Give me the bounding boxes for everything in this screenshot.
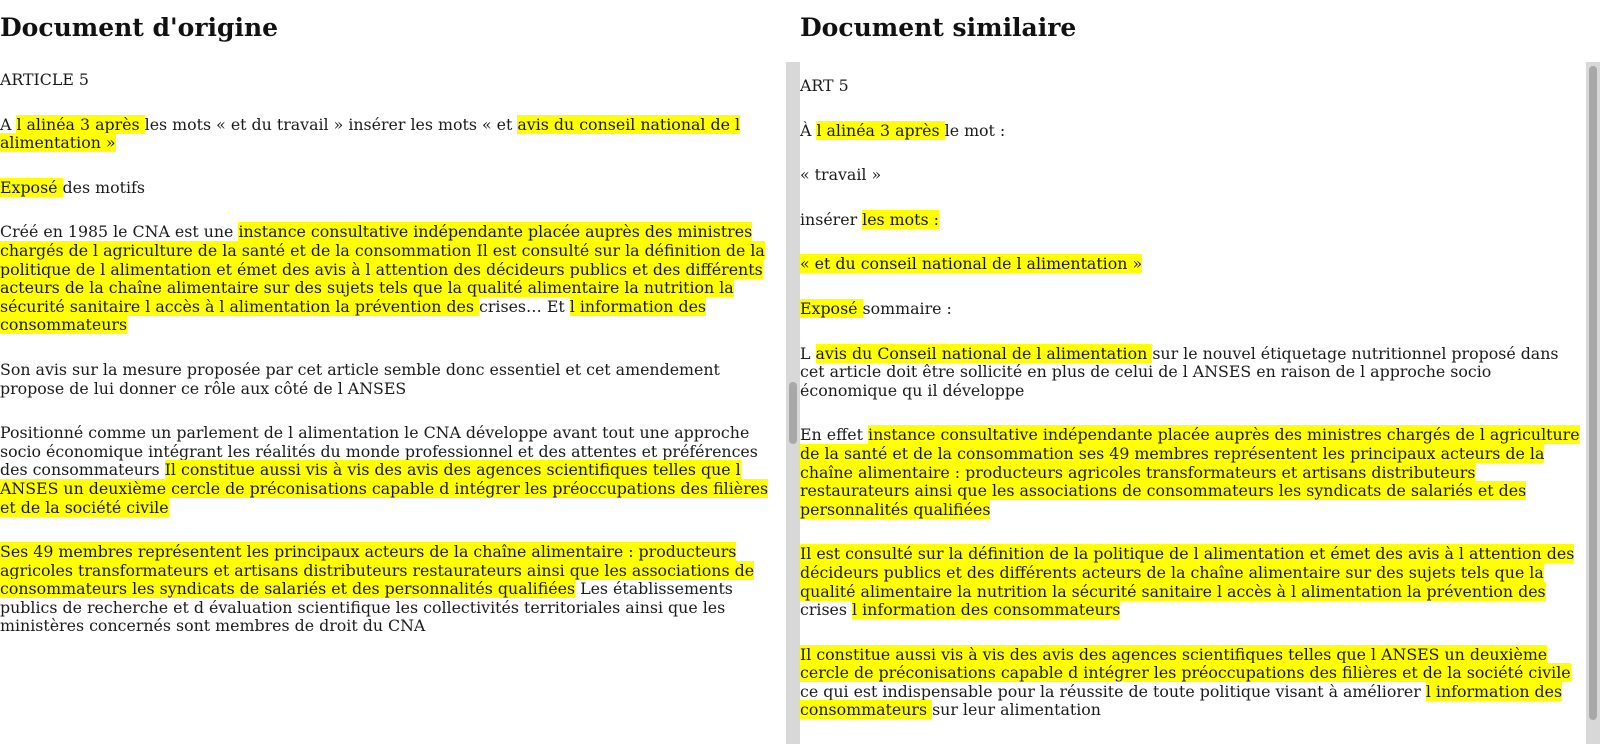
highlighted-text-segment: Exposé xyxy=(800,298,863,318)
paragraph xyxy=(800,345,1584,401)
text-segment: ce qui est indispensable pour la réussite de toute politique visant à améliorer xyxy=(800,681,1426,701)
highlighted-text-segment: instance consultative indépendante placée auprès des ministres chargés de l agriculture de la santé et de la consommation Il est consulté sur la définition de la politique de l alimentation et émet des avis à l attention des décideurs publics et des différents acteurs de la chaîne alimentaire sur des sujets tels que la qualité alimentaire la nutrition la sécurité sanitaire l accès à l alimentation la prévention des xyxy=(0,222,765,316)
text-segment: A xyxy=(0,114,17,134)
text-segment: sommaire : xyxy=(862,298,952,318)
highlighted-text-segment: l information des consommateurs xyxy=(0,296,707,335)
text-segment: les mots « et du travail » insérer les mots « et xyxy=(144,114,518,134)
text-segment: L xyxy=(800,343,816,363)
highlighted-text-segment: l alinéa 3 après xyxy=(16,114,145,134)
original-document-scroll-area[interactable] xyxy=(0,62,786,744)
paragraph xyxy=(0,116,786,153)
paragraph xyxy=(0,179,786,198)
similar-document-scrollbar[interactable] xyxy=(1586,62,1600,744)
text-segment: insérer xyxy=(800,209,863,229)
paragraph xyxy=(0,543,786,636)
highlighted-text-segment: Il constitue aussi vis à vis des avis des agences scientifiques telles que l ANSES un deuxième cercle de préconisations capable d intégrer les préoccupations des filières et de la société civile xyxy=(0,460,769,517)
highlighted-text-segment: avis du Conseil national de l alimentation xyxy=(815,343,1153,363)
text-segment: ARTICLE 5 xyxy=(0,70,89,89)
similar-document-scrollbar-thumb[interactable] xyxy=(1589,66,1597,720)
text-segment: crises… Et xyxy=(479,296,570,316)
text-segment: sur leur alimentation xyxy=(932,700,1101,720)
text-segment: « travail » xyxy=(800,165,882,185)
paragraph xyxy=(0,361,786,398)
highlighted-text-segment: Il constitue aussi vis à vis des avis des agences scientifiques telles que l ANSES un deuxième cercle de préconisations capable d intégrer les préoccupations des filières et de la société civile xyxy=(800,644,1571,683)
similar-document-content xyxy=(800,62,1584,720)
text-segment: sur le nouvel étiquetage nutritionnel proposé dans cet article doit être sollicité en plus de celui de l ANSES en raison de l approche socio économique qu il développe xyxy=(800,343,1559,400)
paragraph xyxy=(0,424,786,517)
text-segment: le mot : xyxy=(944,120,1006,140)
text-segment: des motifs xyxy=(62,177,145,197)
paragraph xyxy=(0,223,786,335)
paragraph xyxy=(800,211,1584,230)
text-segment: Son avis sur la mesure proposée par cet article semble donc essentiel et cet amendement propose de lui donner ce rôle aux côté de l ANSES xyxy=(0,359,720,398)
paragraph xyxy=(800,77,1584,96)
text-segment: Positionné comme un parlement de l alimentation le CNA développe avant tout une approche socio économique intégrant les réalités du monde professionnel et des attentes et préférences des consommateurs xyxy=(0,423,758,480)
original-document-title: Document d'origine xyxy=(0,13,279,42)
highlighted-text-segment: avis du conseil national de l alimentation » xyxy=(0,114,741,153)
paragraph xyxy=(800,300,1584,319)
text-segment: Les établissements publics de recherche et d évaluation scientifique les collectivités territoriales ainsi que les ministères concernés sont membres de droit du CNA xyxy=(0,579,733,636)
highlighted-text-segment: l alinéa 3 après xyxy=(816,120,945,140)
text-segment: En effet xyxy=(800,425,869,445)
highlighted-text-segment: « et du conseil national de l alimentation » xyxy=(800,254,1143,274)
text-segment: crises xyxy=(800,600,853,620)
highlighted-text-segment: les mots : xyxy=(862,209,939,229)
original-document-scrollbar-thumb[interactable] xyxy=(789,382,797,444)
text-segment: À xyxy=(800,120,817,140)
similar-document-panel xyxy=(800,0,1600,744)
paragraph xyxy=(800,122,1584,141)
highlighted-text-segment: l information des consommateurs xyxy=(852,600,1121,620)
original-document-panel xyxy=(0,0,786,744)
original-document-scrollbar[interactable] xyxy=(786,62,800,744)
paragraph xyxy=(800,545,1584,619)
paragraph xyxy=(800,166,1584,185)
similar-document-scroll-area[interactable] xyxy=(800,62,1584,744)
paragraph xyxy=(800,646,1584,720)
text-segment: ART 5 xyxy=(800,76,849,95)
highlighted-text-segment: Il est consulté sur la définition de la politique de l alimentation et émet des avis à l attention des décideurs publics et des différents acteurs de la chaîne alimentaire sur des sujets tels que la qualité alimentaire la nutrition la sécurité sanitaire l accès à l alimentation la prévention des xyxy=(800,544,1575,601)
highlighted-text-segment: Ses 49 membres représentent les principaux acteurs de la chaîne alimentaire : producteurs agricoles transformateurs et artisans distributeurs restaurateurs ainsi que les associations de consommateurs les syndicats de salariés et des personnalités qualifiées xyxy=(0,542,755,599)
paragraph xyxy=(0,71,786,90)
paragraph xyxy=(800,255,1584,274)
similar-document-title: Document similaire xyxy=(800,13,1077,42)
highlighted-text-segment: Exposé xyxy=(0,177,63,197)
original-document-content xyxy=(0,62,786,636)
paragraph xyxy=(800,426,1584,519)
highlighted-text-segment: instance consultative indépendante placée auprès des ministres chargés de l agriculture de la santé et de la consommation ses 49 membres représentent les principaux acteurs de la chaîne alimentaire : producteurs agricoles transformateurs et artisans distributeurs restaurateurs ainsi que les associations de consommateurs les syndicats de salariés et des personnalités qualifiées xyxy=(800,425,1580,519)
text-segment: Créé en 1985 le CNA est une xyxy=(0,222,239,242)
highlighted-text-segment: l information des consommateurs xyxy=(800,681,1563,720)
